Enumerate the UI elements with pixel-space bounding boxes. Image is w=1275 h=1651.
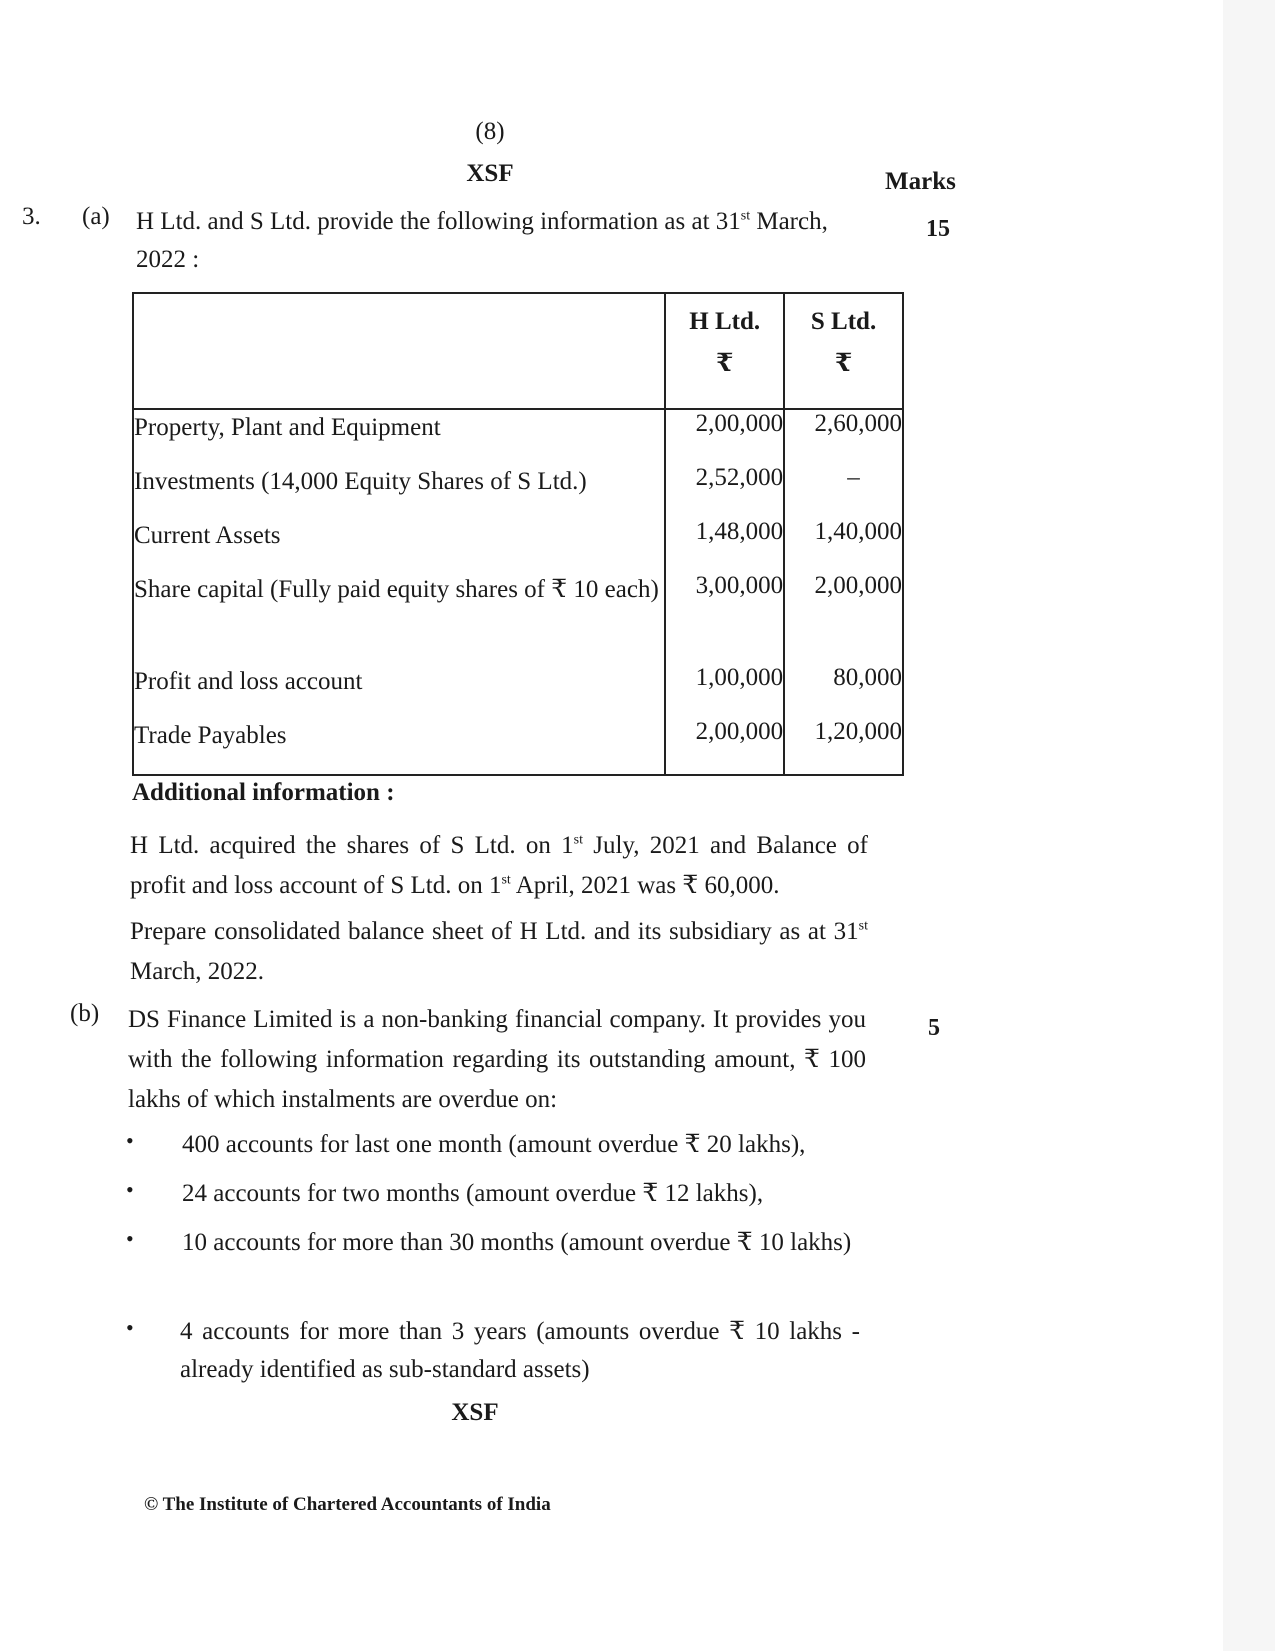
part-a-marks: 15 [926, 216, 950, 242]
row-label: Profit and loss account [134, 668, 363, 695]
h-ltd-value: 2,00,000 [665, 409, 784, 464]
column-header-h-ltd: H Ltd. ₹ [665, 293, 784, 409]
bullet-icon: • [126, 1315, 134, 1340]
list-item: 4 accounts for more than 3 years (amounts overdue ₹ 10 lakhs - already identified as sub-standard assets) [180, 1318, 860, 1383]
h-ltd-value: 2,52,000 [665, 464, 784, 518]
balance-table [132, 292, 904, 776]
part-b-marks: 5 [928, 1015, 940, 1041]
h-ltd-value: 3,00,000 [665, 572, 784, 664]
list-item: 10 accounts for more than 30 months (amount overdue ₹ 10 lakhs) [182, 1229, 852, 1256]
row-label: Investments (14,000 Equity Shares of S Ltd.) [134, 468, 587, 495]
h-ltd-value: 2,00,000 [665, 718, 784, 775]
row-label: Current Assets [134, 522, 281, 549]
column-header-s-ltd: S Ltd. ₹ [784, 293, 903, 409]
bullet-icon: • [126, 1128, 134, 1153]
row-label: Property, Plant and Equipment [134, 414, 441, 441]
h-ltd-value: 1,48,000 [665, 518, 784, 572]
table-row [133, 664, 903, 718]
s-ltd-value: 1,20,000 [784, 718, 903, 775]
h-ltd-value: 1,00,000 [665, 664, 784, 718]
row-label: Share capital (Fully paid equity shares of ₹ 10 each) [134, 576, 659, 603]
additional-info-heading: Additional information : [132, 779, 395, 806]
bullet-icon: • [126, 1177, 134, 1202]
blank-header-cell [133, 293, 665, 409]
part-a-intro: H Ltd. and S Ltd. provide the following information as at 31st March, 2022 : [136, 208, 828, 273]
scan-edge-shadow [1223, 0, 1275, 1651]
table-row [133, 518, 903, 572]
additional-info-paragraph: H Ltd. acquired the shares of S Ltd. on 1st July, 2021 and Balance of profit and loss account of S Ltd. on 1st April, 2021 was ₹ 60,000. [130, 832, 868, 899]
table-row [133, 409, 903, 464]
bullet-icon: • [126, 1226, 134, 1251]
s-ltd-value: 2,00,000 [784, 572, 903, 664]
s-ltd-value: 1,40,000 [784, 518, 903, 572]
list-item: 24 accounts for two months (amount overdue ₹ 12 lakhs), [182, 1180, 764, 1207]
marks-heading: Marks [885, 168, 956, 195]
paper-code-bottom: XSF [451, 1399, 499, 1426]
question-number: 3. [22, 203, 41, 230]
table-header-row [133, 293, 903, 409]
row-label: Trade Payables [134, 722, 287, 749]
table-row [133, 718, 903, 775]
part-a-label: (a) [82, 203, 110, 230]
table-row [133, 572, 903, 664]
table-row [133, 464, 903, 518]
page-number: (8) [475, 118, 505, 145]
s-ltd-value: 2,60,000 [784, 409, 903, 464]
part-b-text: DS Finance Limited is a non-banking financial company. It provides you with the following information regarding its outstanding amount, ₹ 100 lakhs of which instalments are overdue on: [128, 1006, 866, 1113]
prepare-instruction: Prepare consolidated balance sheet of H Ltd. and its subsidiary as at 31st March, 2022. [130, 918, 868, 985]
s-ltd-value: – [784, 464, 903, 518]
list-item: 400 accounts for last one month (amount overdue ₹ 20 lakhs), [182, 1131, 806, 1158]
paper-code-top: XSF [466, 160, 514, 187]
part-b-label: (b) [70, 1000, 100, 1027]
copyright-footer: © The Institute of Chartered Accountants of India [144, 1494, 551, 1515]
s-ltd-value: 80,000 [784, 664, 903, 718]
